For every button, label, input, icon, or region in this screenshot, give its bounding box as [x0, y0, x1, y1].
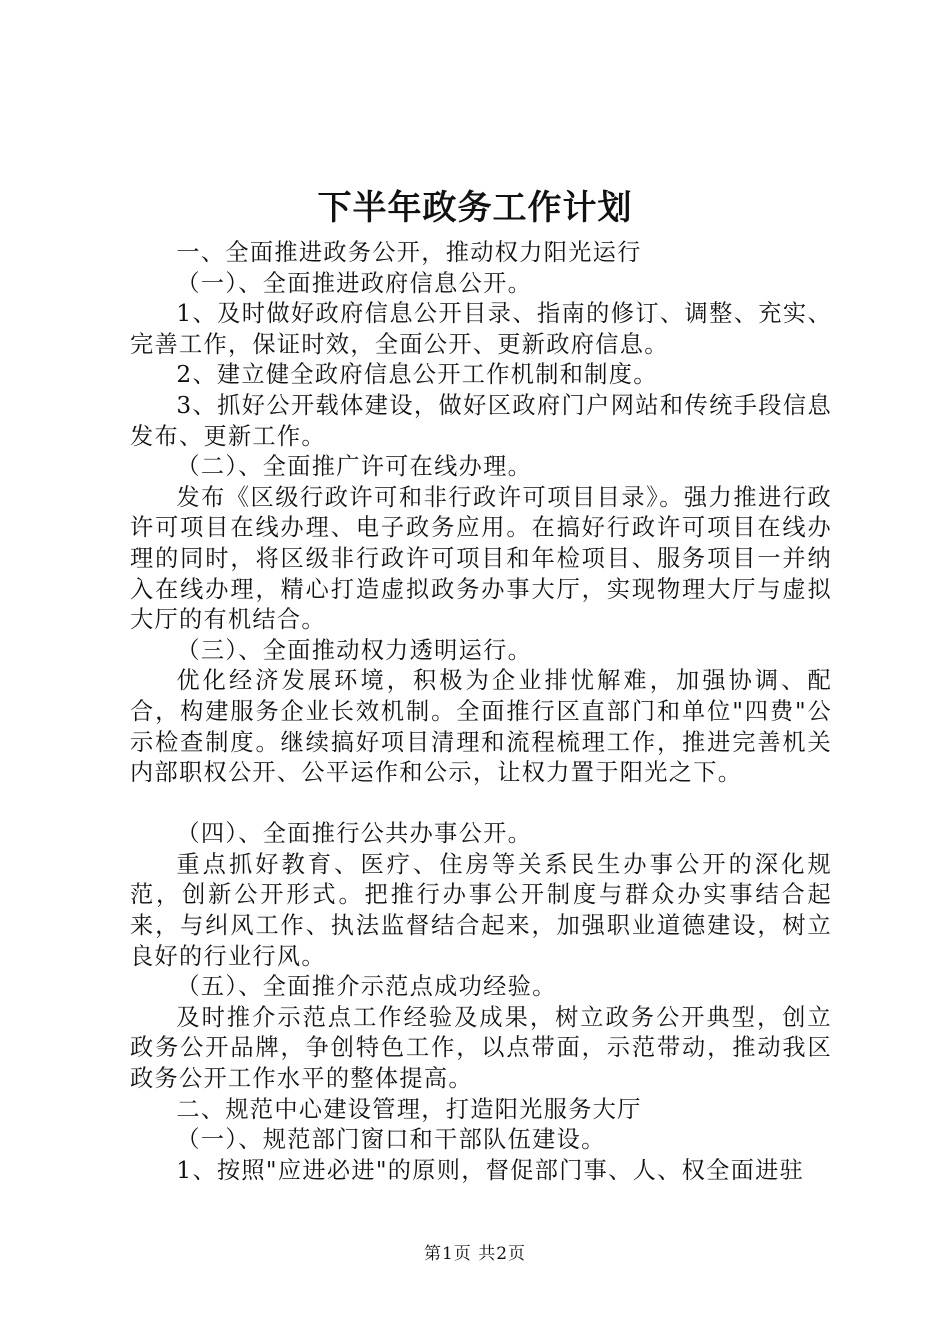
paragraph: 优化经济发展环境，积极为企业排忧解难，加强协调、配合，构建服务企业长效机制。全面推行区直部门和单位"四费"公示检查制度。继续搞好项目清理和流程梳理工作，推进完善机关内部职权公开、公平运作和公示，让权力置于阳光之下。	[130, 667, 832, 787]
paragraph: 及时推介示范点工作经验及成果，树立政务公开典型，创立政务公开品牌，争创特色工作，以点带面，示范带动，推动我区政务公开工作水平的整体提高。	[130, 1003, 832, 1093]
paragraph: 重点抓好教育、医疗、住房等关系民生办事公开的深化规范，创新公开形式。把推行办事公开制度与群众办实事结合起来，与纠风工作、执法监督结合起来，加强职业道德建设，树立良好的行业行风。	[130, 850, 832, 970]
document-body	[130, 238, 832, 1186]
blank-line	[130, 789, 832, 820]
paragraph: 1、按照"应进必进"的原则，督促部门事、人、权全面进驻	[176, 1156, 805, 1184]
paragraph: 发布《区级行政许可和非行政许可项目目录》。强力推进行政许可项目在线办理、电子政务应用。在搞好行政许可项目在线办理的同时，将区级非行政许可项目和年检项目、服务项目一并纳入在线办理，精心打造虚拟政务办事大厅，实现物理大厅与虚拟大厅的有机结合。	[130, 483, 832, 634]
section-heading: 一、全面推进政务公开，推动权力阳光运行	[176, 239, 642, 266]
paragraph: 3、抓好公开载体建设，做好区政府门户网站和传统手段信息发布、更新工作。	[130, 391, 832, 450]
subsection-heading: （二）、全面推广许可在线办理。	[176, 453, 533, 481]
subsection-heading: （四）、全面推行公共办事公开。	[176, 820, 533, 848]
document-title: 下半年政务工作计划	[317, 188, 633, 228]
subsection-heading: （一）、规范部门窗口和干部队伍建设。	[176, 1126, 606, 1154]
section-heading: 二、规范中心建设管理，打造阳光服务大厅	[176, 1095, 642, 1123]
paragraph: 1、及时做好政府信息公开目录、指南的修订、调整、充实、完善工作，保证时效，全面公开、更新政府信息。	[130, 300, 832, 358]
paragraph: 2、建立健全政府信息公开工作机制和制度。	[176, 361, 658, 389]
subsection-heading: （一）、全面推进政府信息公开。	[176, 269, 533, 297]
page-number: 第1页 共2页	[423, 1244, 527, 1264]
subsection-heading: （三）、全面推动权力透明运行。	[176, 636, 533, 664]
subsection-heading: （五）、全面推介示范点成功经验。	[176, 973, 557, 1001]
